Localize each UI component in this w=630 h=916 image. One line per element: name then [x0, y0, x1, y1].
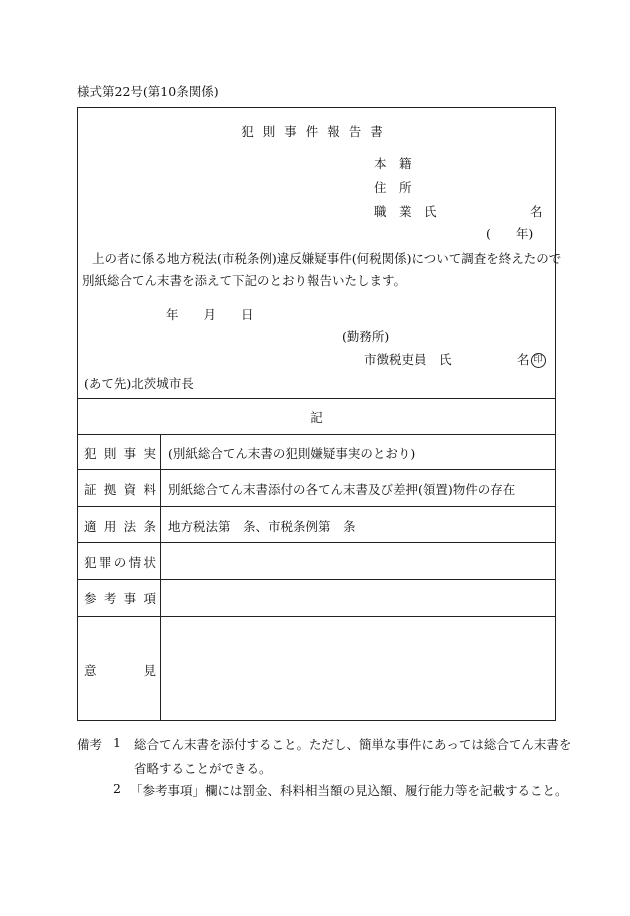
divider: [78, 398, 555, 399]
label-char: 拠: [103, 482, 117, 497]
age-field: ( 年): [486, 226, 534, 241]
official-mei-line: [517, 350, 546, 368]
ki-label: 記: [310, 410, 323, 425]
notes-heading: 備考: [77, 737, 103, 752]
divider: [78, 434, 555, 435]
label-char: 実: [143, 446, 156, 461]
divider: [78, 542, 555, 543]
label-char: 適: [84, 519, 97, 534]
label-char: 項: [143, 591, 156, 606]
label-char: 事: [123, 446, 137, 461]
report-title: 犯則事件報告書: [241, 124, 392, 139]
seal-icon: 印: [531, 353, 546, 368]
label-column-divider: [160, 434, 161, 720]
label-char: 参: [84, 591, 97, 606]
mei-label: 名: [530, 204, 543, 219]
label-char: 事: [123, 591, 137, 606]
divider: [78, 506, 555, 507]
label-char: 則: [103, 446, 117, 461]
label-char: 用: [103, 519, 117, 534]
label-char: 資: [123, 482, 137, 497]
row-value-tekiyo-hojo: 地方税法第 条、市税条例第 条: [168, 519, 356, 534]
label-char: 見: [143, 663, 156, 678]
label-char: 犯: [84, 446, 97, 461]
workplace-label: (勤務所): [342, 329, 390, 344]
label-char: の: [113, 555, 127, 570]
label-char: 意: [84, 663, 97, 678]
row-label-iken: [84, 661, 156, 679]
report-frame: [77, 107, 562, 721]
honseki-label: 本 籍: [374, 156, 412, 171]
date-line: 年 月 日: [166, 307, 254, 322]
row-label-hanzai-jojo: [84, 553, 156, 571]
label-char: 犯: [84, 555, 97, 570]
row-label-tekiyo-hojo: [84, 517, 156, 535]
divider: [78, 616, 555, 617]
label-char: 考: [103, 591, 117, 606]
shokugyo-shimei-label: 職 業 氏: [374, 204, 437, 219]
label-char: 証: [84, 482, 97, 497]
body-text-line-1: 上の者に係る地方税法(市税条例)違反嫌疑事件(何税関係)について調査を終えたので: [92, 251, 562, 266]
label-char: 条: [143, 519, 156, 534]
official-title: 市徴税吏員 氏: [364, 352, 452, 367]
jusho-label: 住 所: [374, 180, 412, 195]
note-number: 1: [113, 735, 121, 750]
official-mei: 名: [517, 352, 530, 367]
note-1-line-1: 総合てん末書を添付すること。ただし、簡単な事件にあっては総合てん末書を: [134, 737, 572, 752]
form-number: 様式第22号(第10条関係): [77, 84, 219, 99]
label-char: 状: [143, 555, 156, 570]
note-number: 2: [113, 781, 121, 796]
note-2-line-1: 「参考事項」欄には罰金、科料相当額の見込額、履行能力等を記載すること。: [130, 783, 568, 798]
note-1-line-2: 省略することができる。: [134, 761, 272, 776]
divider: [78, 579, 555, 580]
body-text-line-2: 別紙総合てん末書を添えて下記のとおり報告いたします。: [82, 273, 407, 288]
addressee: (あて先)北茨城市長: [84, 376, 194, 391]
row-value-hansoku-jijitsu: (別紙総合てん末書の犯則嫌疑事実のとおり): [168, 446, 416, 461]
label-char: 法: [123, 519, 137, 534]
row-value-shoko-shiryo: 別紙総合てん末書添付の各てん末書及び差押(領置)物件の存在: [168, 482, 516, 497]
label-char: 罪: [98, 555, 112, 570]
row-label-sanko-jiko: [84, 589, 156, 607]
label-char: 情: [128, 555, 142, 570]
label-char: 料: [143, 482, 156, 497]
divider: [78, 469, 555, 470]
row-label-hansoku-jijitsu: [84, 444, 156, 462]
row-label-shoko-shiryo: [84, 480, 156, 498]
